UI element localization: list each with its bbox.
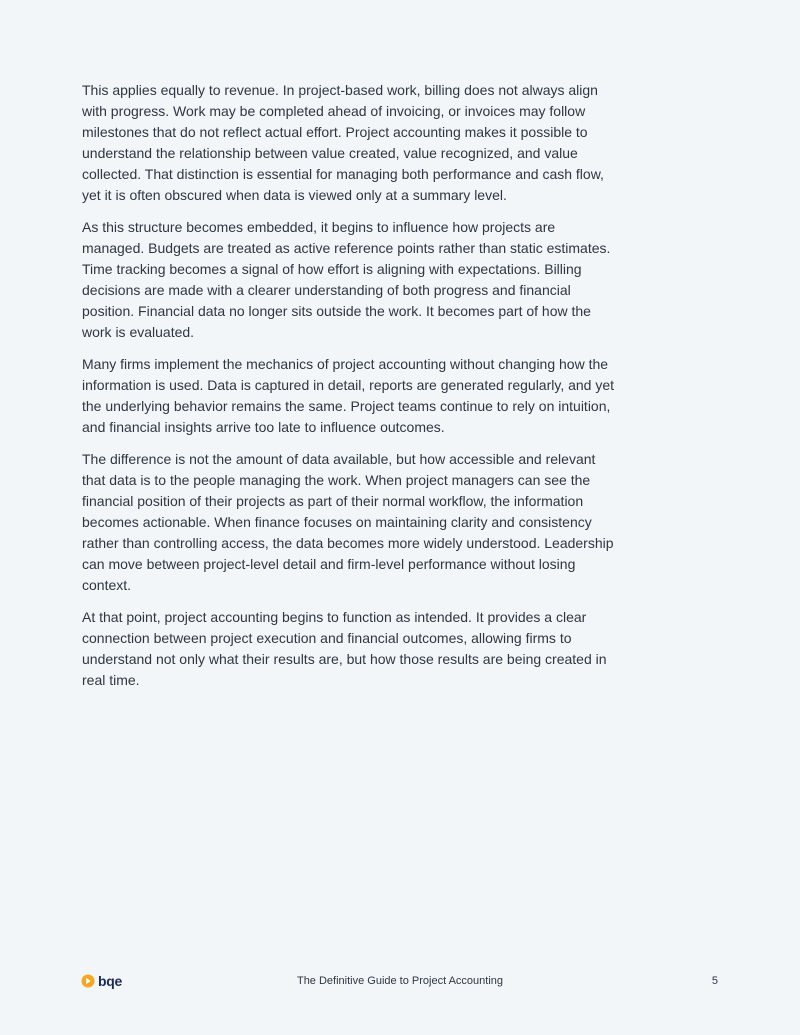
paragraph: At that point, project accounting begins to function as intended. It provides a clear connection between project execution and financial outcomes, allowing firms to understand not only what their results are, but how those results are being created in real time. <box>82 609 607 688</box>
body-text <box>82 80 617 702</box>
paragraph: Many firms implement the mechanics of project accounting without changing how the information is used. Data is captured in detail, reports are generated regularly, and yet the underlying behavior remains the same. Project teams continue to rely on intuition, and financial insights arrive too late to influence outcomes. <box>82 356 615 435</box>
logo-text: bqe <box>98 973 122 989</box>
paragraph: The difference is not the amount of data available, but how accessible and relevant that data is to the people managing the work. When project managers can see the financial position of their projects as part of their normal workflow, the information becomes actionable. When finance focuses on maintaining clarity and consistency rather than controlling access, the data becomes more widely understood. Leadership can move between project-level detail and firm-level performance without losing context. <box>82 451 614 593</box>
page-footer <box>0 970 800 994</box>
paragraph: As this structure becomes embedded, it begins to influence how projects are managed. Budgets are treated as active reference points rather than static estimates. Time tracking becomes a signal of how effort is aligning with expectations. Billing decisions are made with a clearer understanding of both progress and financial position. Financial data no longer sits outside the work. It becomes part of how the work is evaluated. <box>82 219 611 340</box>
document-title: The Definitive Guide to Project Accounting <box>296 975 504 987</box>
page-number: 5 <box>711 975 718 987</box>
paragraph: This applies equally to revenue. In project-based work, billing does not always align with progress. Work may be completed ahead of invoicing, or invoices may follow milestones that do not reflect actual effort. Project accounting makes it possible to understand the relationship between value created, value recognized, and value collected. That distinction is essential for managing both performance and cash flow, yet it is often obscured when data is viewed only at a summary level. <box>82 82 604 203</box>
